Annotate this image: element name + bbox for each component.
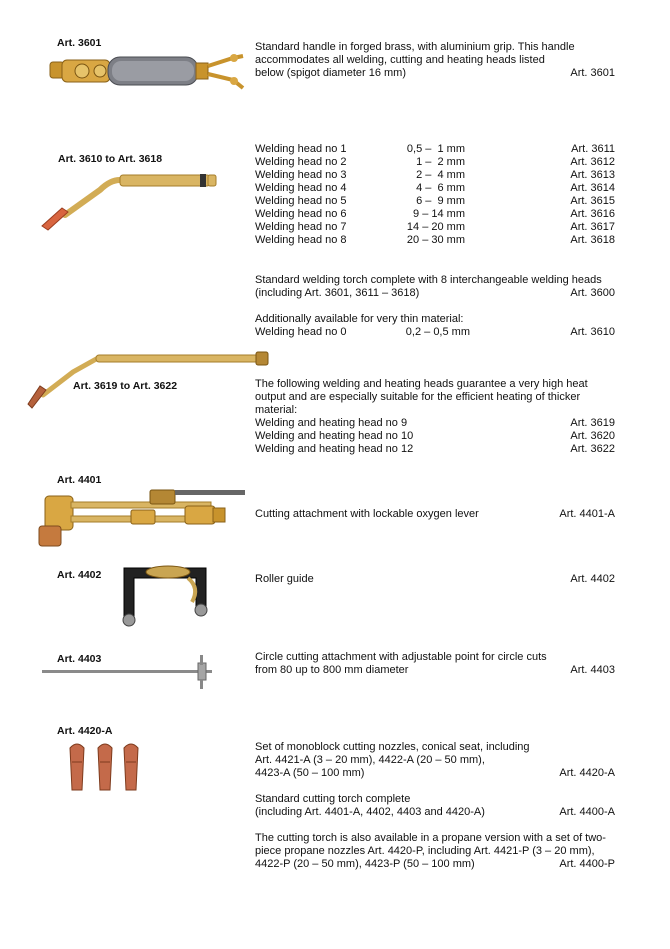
label-art-4420-a: Art. 4420-A [57, 725, 113, 737]
head-name: Welding head no 3 [255, 169, 347, 181]
table-row [255, 221, 615, 234]
art-number-4400-p: Art. 4400-P [559, 858, 615, 870]
description-line: Circle cutting attachment with adjustable point for circle cuts [255, 651, 547, 663]
circle-cutting-description [255, 651, 547, 677]
head-art: Art. 3620 [570, 430, 615, 442]
roller-guide-description: Roller guide [255, 573, 314, 585]
head-name: Welding head no 7 [255, 221, 347, 233]
head-art: Art. 3617 [570, 221, 615, 233]
description-line: (including Art. 4401-A, 4402, 4403 and 4420-A) [255, 806, 485, 818]
head-name: Welding and heating head no 10 [255, 430, 414, 442]
description-line: The cutting torch is also available in a propane version with a set of two- [255, 832, 606, 844]
table-row [255, 326, 615, 339]
description-line: Standard handle in forged brass, with aluminium grip. This handle [255, 41, 575, 53]
table-row [255, 195, 615, 208]
head-art: Art. 3614 [570, 182, 615, 194]
head-range: 14 – 20 mm [406, 221, 465, 233]
head-art: Art. 3610 [570, 326, 615, 338]
circle-cutting-attachment-image [42, 653, 217, 693]
head-range: 2 – 4 mm [416, 169, 465, 181]
head-art: Art. 3613 [570, 169, 615, 181]
description-line: piece propane nozzles Art. 4420-P, including Art. 4421-P (3 – 20 mm), [255, 845, 595, 857]
head-name: Welding head no 1 [255, 143, 347, 155]
label-art-4403: Art. 4403 [57, 653, 102, 665]
art-number-4420-a: Art. 4420-A [559, 767, 615, 779]
head-art: Art. 3622 [570, 443, 615, 455]
art-number-4400-a: Art. 4400-A [559, 806, 615, 818]
head-art: Art. 3616 [570, 208, 615, 220]
head-art: Art. 3618 [570, 234, 615, 246]
art-number-3600: Art. 3600 [570, 287, 615, 299]
cutting-nozzles-image [65, 740, 145, 795]
table-row [255, 417, 615, 430]
label-art-3601: Art. 3601 [57, 37, 102, 49]
description-line: (including Art. 3601, 3611 – 3618) [255, 287, 420, 299]
label-art-4402: Art. 4402 [57, 569, 102, 581]
head-art: Art. 3619 [570, 417, 615, 429]
cutting-nozzles-description [255, 741, 530, 780]
head-range: 20 – 30 mm [406, 234, 465, 246]
description-line: material: [255, 404, 298, 416]
head-range: 9 – 14 mm [413, 208, 465, 220]
table-row [255, 208, 615, 221]
description-line: accommodates all welding, cutting and heating heads listed [255, 54, 545, 66]
table-row [255, 234, 615, 247]
head-range: 0,2 – 0,5 mm [405, 326, 470, 338]
cutting-torch-description [255, 793, 485, 819]
table-row [255, 143, 615, 156]
art-number-4403: Art. 4403 [570, 664, 615, 676]
head-name: Welding head no 0 [255, 326, 347, 338]
head-art: Art. 3612 [570, 156, 615, 168]
head-art: Art. 3615 [570, 195, 615, 207]
head-range: 4 – 6 mm [416, 182, 465, 194]
table-row [255, 430, 615, 443]
head-name: Welding and heating head no 12 [255, 443, 414, 455]
head-name: Welding head no 2 [255, 156, 347, 168]
description-line: 4422-P (20 – 50 mm), 4423-P (50 – 100 mm) [255, 858, 475, 870]
head-name: Welding head no 5 [255, 195, 347, 207]
head-range: 0,5 – 1 mm [406, 143, 465, 155]
description-line: Set of monoblock cutting nozzles, conical seat, including [255, 741, 530, 753]
head-name: Welding head no 8 [255, 234, 347, 246]
description-line: below (spigot diameter 16 mm) [255, 67, 407, 79]
label-art-3619-3622: Art. 3619 to Art. 3622 [73, 380, 178, 392]
description-line: The following welding and heating heads guarantee a very high heat [255, 378, 588, 390]
label-art-3610-3618: Art. 3610 to Art. 3618 [58, 153, 163, 165]
description-line: Standard cutting torch complete [255, 793, 411, 805]
head-name: Welding head no 6 [255, 208, 347, 220]
description-line: 4423-A (50 – 100 mm) [255, 767, 365, 779]
thin-material-title: Additionally available for very thin material: [255, 313, 464, 325]
description-line: Standard welding torch complete with 8 interchangeable welding heads [255, 274, 602, 286]
heating-head-description [255, 378, 588, 417]
table-row [255, 169, 615, 182]
description-3601 [255, 41, 575, 80]
head-name: Welding and heating head no 9 [255, 417, 408, 429]
cutting-attachment-description: Cutting attachment with lockable oxygen lever [255, 508, 479, 520]
art-number-4402: Art. 4402 [570, 573, 615, 585]
description-line: from 80 up to 800 mm diameter [255, 664, 409, 676]
art-number-4401-a: Art. 4401-A [559, 508, 615, 520]
description-line: output and are especially suitable for the efficient heating of thicker [255, 391, 581, 403]
description-line: Art. 4421-A (3 – 20 mm), 4422-A (20 – 50 mm), [255, 754, 485, 766]
table-row [255, 182, 615, 195]
head-art: Art. 3611 [571, 143, 615, 155]
table-row [255, 156, 615, 169]
handle-image [48, 50, 248, 95]
cutting-attachment-image [35, 488, 250, 550]
head-range: 1 – 2 mm [416, 156, 465, 168]
table-row [255, 443, 615, 456]
head-range: 6 – 9 mm [416, 195, 465, 207]
label-art-4401: Art. 4401 [57, 474, 102, 486]
head-name: Welding head no 4 [255, 182, 347, 194]
welding-head-image [40, 170, 220, 232]
roller-guide-image [118, 558, 213, 636]
art-number-3601: Art. 3601 [570, 67, 615, 79]
